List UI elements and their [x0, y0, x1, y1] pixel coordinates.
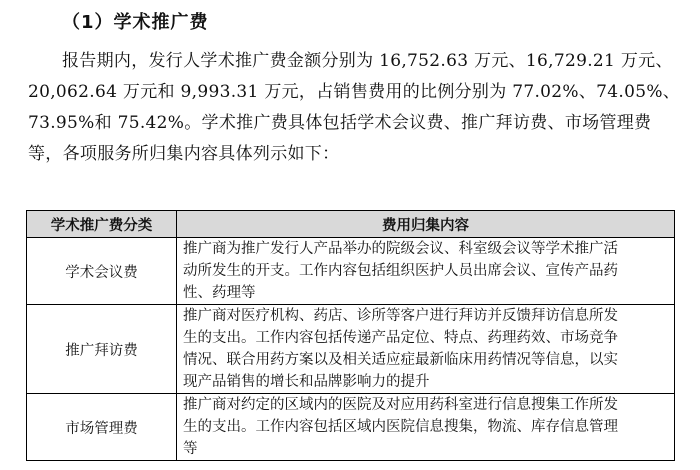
content-cell: [177, 305, 675, 394]
content-cell: [177, 238, 675, 305]
content-line: 推广商对医疗机构、药店、诊所等客户进行拜访并反馈拜访信息所发: [183, 308, 618, 324]
column-header-content: 费用归集内容: [177, 211, 675, 238]
expense-category-table: [26, 210, 675, 461]
table-header-row: [27, 211, 675, 238]
paragraph-line: 报告期内，发行人学术推广费金额分别为 16,752.63 万元、16,729.21 万元、: [62, 51, 673, 71]
paragraph-line: 73.95%和 75.42%。学术推广费具体包括学术会议费、推广拜访费、市场管理费: [28, 113, 652, 133]
category-cell: 市场管理费: [27, 394, 177, 461]
category-cell: 推广拜访费: [27, 305, 177, 394]
content-line: 现产品销售的增长和品牌影响力的提升: [183, 374, 430, 390]
content-line: 生的支出。工作内容包括传递产品定位、特点、药理药效、市场竞争: [183, 330, 618, 346]
column-header-category: 学术推广费分类: [27, 211, 177, 238]
body-paragraph: [28, 46, 681, 170]
table-row: [27, 305, 675, 394]
content-line: 动所发生的开支。工作内容包括组织医护人员出席会议、宣传产品药: [183, 263, 618, 279]
content-line: 情况、联合用药方案以及相关适应症最新临床用药情况等信息，以实: [183, 352, 618, 368]
content-line: 生的支出。工作内容包括区域内医院信息搜集，物流、库存信息管理: [183, 419, 618, 435]
table-row: [27, 394, 675, 461]
content-line: 性、药理等: [183, 285, 256, 301]
paragraph-line: 等，各项服务所归集内容具体列示如下：: [28, 144, 340, 164]
content-line: 等: [183, 441, 198, 457]
category-cell: 学术会议费: [27, 238, 177, 305]
content-line: 推广商对约定的区域内的医院及对应用药科室进行信息搜集工作所发: [183, 397, 618, 413]
table-row: [27, 238, 675, 305]
content-line: 推广商为推广发行人产品举办的院级会议、科室级会议等学术推广活: [183, 241, 618, 257]
content-cell: [177, 394, 675, 461]
paragraph-line: 20,062.64 万元和 9,993.31 万元，占销售费用的比例分别为 77.02%、74.05%、: [28, 82, 681, 102]
section-heading: （1）学术推广费: [62, 12, 209, 33]
